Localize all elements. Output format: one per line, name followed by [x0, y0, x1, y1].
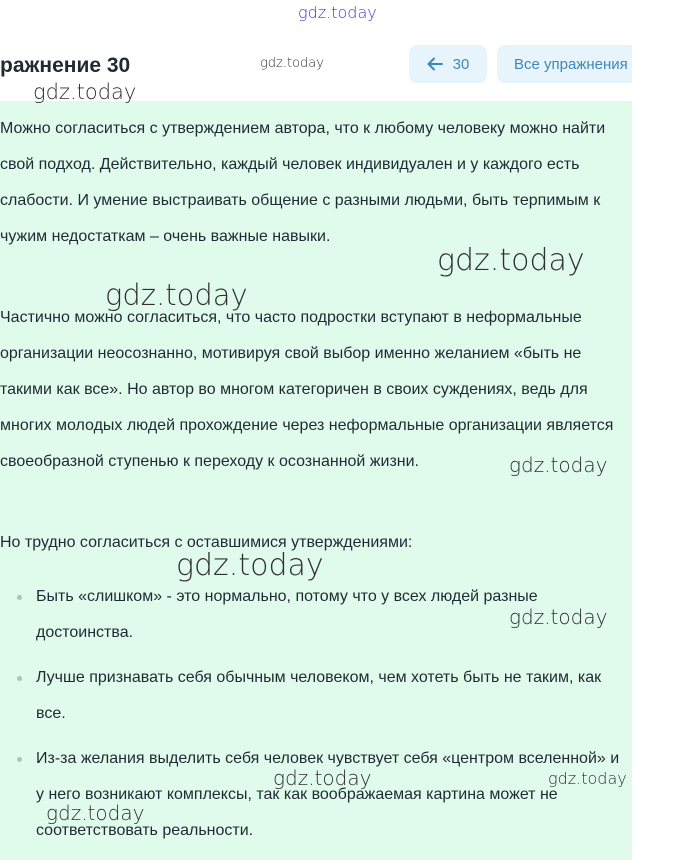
all-exercises-button[interactable]: Все упражнения — [497, 45, 632, 83]
watermark: gdz.today — [33, 80, 137, 104]
watermark: gdz.today — [509, 453, 608, 477]
list-item-text: Лучше признавать себя обычным человеком, чем хотеть быть не таким, как все. — [36, 669, 602, 722]
paragraph: Частично можно согласиться, что часто подростки вступают в неформальные организации неосознанно, мотивируя свой выбор именно желанием «быть не такими как все». Но автор во многом категоричен в своих суждениях, ведь для многих молодых людей прохождение через неформальные организации является своеобразной ступенью к переходу к осознанной жизни. — [0, 309, 614, 470]
list-item-text: Быть «слишком» - это нормально, потому что у всех людей разные достоинства. — [36, 588, 538, 641]
bullet-icon — [17, 757, 22, 762]
paragraph: Но трудно согласиться с оставшимися утверждениями: — [0, 534, 413, 551]
watermark: gdz.today — [176, 548, 324, 583]
prev-exercise-label: 30 — [452, 55, 470, 73]
bullet-icon — [17, 595, 22, 600]
watermark: gdz.today — [105, 278, 248, 312]
watermark: gdz.today — [509, 605, 608, 629]
bullet-icon — [17, 676, 22, 681]
prev-exercise-button[interactable] — [409, 45, 487, 83]
watermark: gdz.today — [273, 766, 372, 790]
watermark-top: gdz.today — [298, 3, 377, 22]
answer-content — [0, 101, 632, 860]
paragraph: Можно согласиться с утверждением автора, что к любому человеку можно найти свой подход. Действительно, каждый человек индивидуален и у каждого есть слабости. И умение выстраивать общение с разными людьми, быть терпимым к чужим недостаткам – очень важные навыки. — [0, 120, 606, 245]
arrow-left-icon — [427, 57, 443, 71]
page-title: ражнение 30 — [0, 54, 131, 77]
watermark: gdz.today — [46, 801, 145, 825]
watermark: gdz.today — [437, 243, 585, 278]
list-item-text: Из-за желания выделить себя человек чувствует себя «центром вселенной» и у него возникают комплексы, так как воображаемая картина может не соответствовать реальности. — [36, 750, 620, 839]
watermark: gdz.today — [260, 56, 324, 71]
watermark: gdz.today — [548, 769, 627, 788]
